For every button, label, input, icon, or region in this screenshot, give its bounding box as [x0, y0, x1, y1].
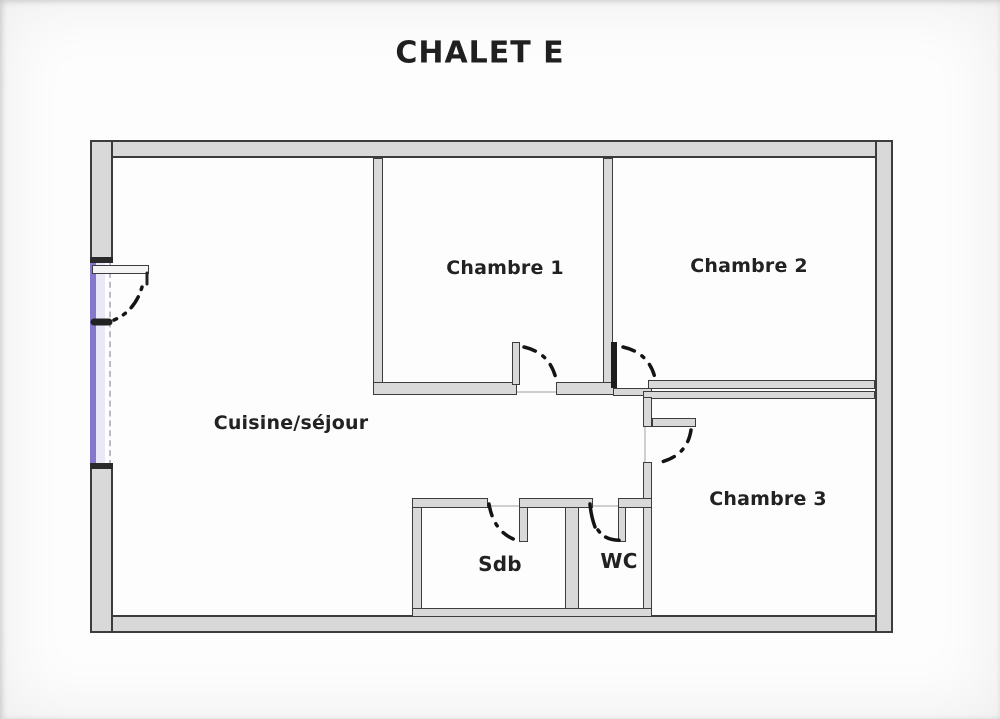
outer-wall-right: [875, 140, 893, 633]
wall-hall-sdb-wc: [519, 498, 593, 508]
wall-chambre3-top: [643, 391, 875, 399]
sdb-door-threshold: [488, 505, 519, 507]
outer-wall-top: [90, 140, 893, 158]
wall-chambre2-bottom: [648, 380, 875, 389]
wc-door-threshold: [593, 505, 618, 507]
chambre3-door-leaf: [652, 418, 696, 427]
outer-wall-left-lower: [90, 466, 113, 633]
room-label-sdb: Sdb: [478, 552, 522, 576]
outer-wall-left-upper: [90, 140, 113, 262]
chambre2-door-leaf: [611, 342, 617, 388]
entrance-door-arc: [114, 287, 142, 320]
room-label-chambre-2: Chambre 2: [690, 255, 808, 277]
entrance-door-leaf: [92, 265, 149, 274]
wall-sdb-top: [412, 498, 488, 508]
window-strip-glass: [96, 262, 105, 466]
left-wall-door-jamb-top: [90, 257, 113, 263]
wall-sdb-wc-bottom: [412, 608, 652, 617]
wall-chambre1-bottom-right: [556, 382, 617, 395]
chambre3-door-arc: [657, 430, 691, 463]
wall-chambre3-left-lower: [643, 462, 652, 617]
chambre2-door-arc: [623, 347, 655, 378]
sdb-door-arc: [489, 504, 519, 541]
room-label-chambre-3: Chambre 3: [709, 488, 827, 510]
wc-door-jamb-stub: [618, 507, 626, 542]
wall-chambre1-bottom-left: [373, 382, 517, 395]
wall-cuisine-chambre1: [373, 158, 383, 395]
chambre1-door-arc: [524, 347, 556, 379]
chambre1-door-threshold: [517, 391, 556, 393]
chambre3-door-threshold: [644, 427, 646, 462]
window-strip-inner-dashed-line: [109, 262, 111, 466]
wall-sdb-wc: [565, 507, 579, 616]
wall-sdb-left: [412, 499, 422, 616]
room-label-wc: WC: [600, 549, 638, 573]
room-label-cuisine-sejour: Cuisine/séjour: [213, 412, 369, 434]
wall-chambre3-left-upper: [643, 397, 652, 427]
room-label-chambre-1: Chambre 1: [446, 257, 564, 279]
outer-wall-bottom: [90, 615, 893, 633]
left-wall-window-sill-cap: [90, 463, 113, 469]
chambre1-door-leaf: [512, 342, 520, 385]
plan-title: CHALET E: [395, 35, 565, 71]
